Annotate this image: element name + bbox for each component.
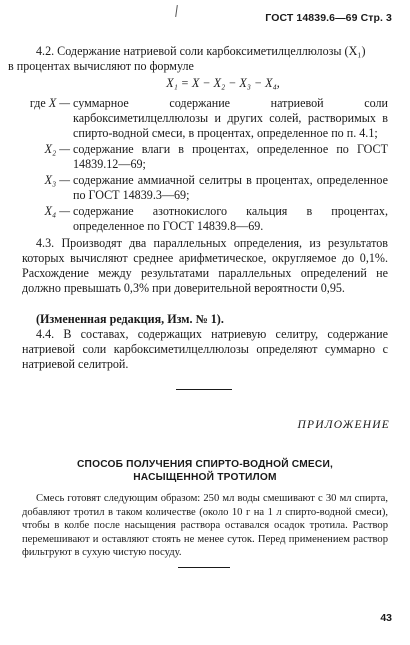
appendix-title-line1: СПОСОБ ПОЛУЧЕНИЯ СПИРТО-ВОДНОЙ СМЕСИ,: [77, 459, 333, 470]
section-divider: [176, 389, 232, 390]
definition-term-label: X₃ —: [44, 173, 70, 187]
appendix-title-line2: НАСЫЩЕННОЙ ТРОТИЛОМ: [133, 472, 277, 483]
definition-term: [18, 173, 73, 203]
appendix-title: [0, 458, 410, 484]
definition-text: суммарное содержание натриевой соли карбоксиметилцеллюлозы и других солей, растворимых в спирто-водной смеси, в процентах, определенное по п. 4.1;: [73, 96, 388, 140]
page-header: ГОСТ 14839.6—69 Стр. 3: [265, 12, 392, 24]
definition-x3: [18, 173, 388, 203]
definition-text: содержание влаги в процентах, определенное по ГОСТ 14839.12—69;: [73, 142, 388, 171]
definition-term: [18, 142, 73, 172]
where-word: где: [29, 96, 46, 110]
appendix-body: Смесь готовят следующим образом: 250 мл воды смешивают с 30 мл спирта, добавляют тротил в таком количестве (около 10 г на 1 л спирто-водной смеси), чтобы в колбе после насыщения раствора оставался осадок тротила. Раствор перемешивают и оставляют стоять не менее суток. Перед применением раствор фильтруют в сухую чистую посуду.: [22, 493, 388, 558]
definition-x4: [18, 204, 388, 234]
section-4-2-intro: [8, 44, 388, 74]
definition-term-label: X₂ —: [44, 142, 70, 156]
appendix-divider: [178, 567, 230, 568]
definition-term: X —: [48, 96, 70, 110]
section-4-3: 4.3. Производят два параллельных определения, из результатов которых вычисляют среднее арифметическое, округляемое до 0,1%. Расхождение между результатами параллельных определений не должно превышать 0,3% при доверительной вероятности 0,95.: [22, 236, 388, 295]
revision-note: (Измененная редакция, Изм. № 1).: [36, 312, 224, 326]
formula: X₁ = X − X₂ − X₃ − X₄,: [166, 76, 280, 90]
definition-text: содержание азотнокислого кальция в процентах, определенное по ГОСТ 14839.8—69.: [73, 204, 388, 233]
definition-text: содержание аммиачной селитры в процентах, определенное по ГОСТ 14839.3—69;: [73, 173, 388, 202]
definition-x2: [18, 142, 388, 172]
appendix-label: ПРИЛОЖЕНИЕ: [297, 419, 390, 431]
definition-term-label: X₄ —: [44, 204, 70, 218]
section-4-2-intro-line2: в процентах вычисляют по формуле: [8, 59, 194, 73]
definition-term: [18, 204, 73, 234]
page-number: 43: [380, 612, 392, 624]
section-4-2-intro-line1: 4.2. Содержание натриевой соли карбоксиметилцеллюлозы (X₁): [36, 44, 366, 58]
where-label: [18, 96, 73, 141]
definition-x: [18, 96, 388, 141]
section-4-4: 4.4. В составах, содержащих натриевую селитру, содержание натриевой соли карбоксиметилцеллюлозы определяют суммарно с натриевой селитрой.: [22, 327, 388, 371]
